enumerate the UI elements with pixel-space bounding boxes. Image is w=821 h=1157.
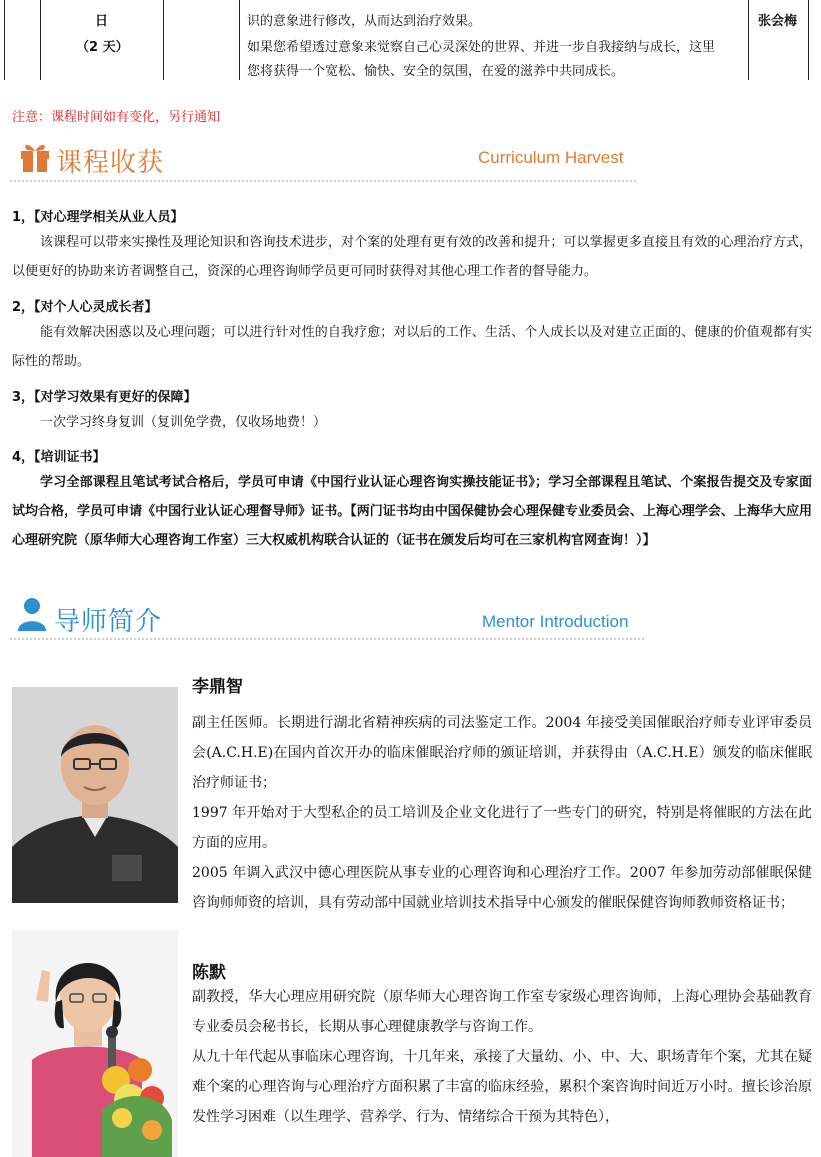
harvest-item-heading: 3，【对学习效果有更好的保障】 [12, 390, 197, 405]
mentor-section-title-en: Mentor Introduction [482, 612, 629, 631]
mentor-photo [12, 930, 178, 1157]
mentor-bio-paragraph: 2005 年调入武汉中德心理医院从事专业的心理咨询和心理治疗工作。2007 年参加劳动部催眠保健咨询师师资的培训，具有劳动部中国就业培训技术指导中心颁发的催眠保健咨询师教师资格证书； [192, 865, 812, 911]
mentor-section-title: 导师简介 [54, 607, 163, 637]
mentor-bio-paragraph: 1997 年开始对于大型私企的员工培训及企业文化进行了一些专门的研究，特别是将催眠的方法在此方面的应用。 [192, 805, 812, 851]
harvest-item-heading: 1，【对心理学相关从业人员】 [12, 210, 184, 225]
mentor-name: 陈默 [192, 963, 226, 983]
mentor-bio [192, 982, 812, 1132]
harvest-item-text: 学习全部课程且笔试考试合格后，学员可申请《中国行业认证心理咨询实操技能证书》；学习全部课程且笔试、个案报告提交及专家面试均合格，学员可申请《中国行业认证心理督导师》证书。【两门证书均由中国保健协会心理保健专业委员会、上海心理学会、上海华大应用心理研究院（原华师大心理咨询工作室）三大权威机构联合认证的（证书在颁发后均可在三家机构官网查询！）】 [12, 475, 812, 548]
harvest-item-heading: 2，【对个人心灵成长者】 [12, 300, 158, 315]
course-desc-line: 识的意象进行修改，从而达到治疗效果。 [247, 14, 482, 29]
mentor-bio [192, 708, 812, 918]
harvest-section-title-en: Curriculum Harvest [478, 148, 624, 167]
table-border [808, 0, 809, 80]
mentor-bio-paragraph: 从九十年代起从事临床心理咨询，十几年来，承接了大量幼、小、中、大、职场青年个案，尤其在疑难个案的心理咨询与心理治疗方面积累了丰富的临床经验，累积个案咨询时间近万小时。擅长诊治原发性学习困难（以生理学、营养学、行为、情绪综合干预为其特色）， [192, 1049, 812, 1125]
mentor-photo [12, 687, 178, 903]
mentor-name: 李鼎智 [192, 677, 243, 697]
table-border [4, 0, 5, 80]
course-desc-line: 您将获得一个宽松、愉快、安全的氛围，在爱的滋养中共同成长。 [247, 64, 625, 79]
mentor-bio-paragraph: 副教授，华大心理应用研究院（原华师大心理咨询工作室专家级心理咨询师，上海心理协会基础教育专业委员会秘书长，长期从事心理健康教学与咨询工作。 [192, 989, 812, 1035]
teacher-name: 张会梅 [758, 14, 798, 29]
harvest-item-heading: 4，【培训证书】 [12, 450, 106, 465]
day-label: 日 [95, 14, 109, 29]
schedule-notice: 注意：课程时间如有变化，另行通知 [12, 110, 221, 125]
table-border [239, 0, 240, 80]
harvest-item-text: 一次学习终身复训（复训免学费，仅收场地费！） [40, 415, 327, 430]
table-border [748, 0, 749, 80]
section-divider [10, 638, 644, 640]
gift-icon [18, 139, 52, 173]
table-border [163, 0, 164, 80]
table-border [40, 0, 41, 80]
schedule-table-fragment [0, 0, 821, 80]
course-desc-line: 如果您希望透过意象来觉察自己心灵深处的世界、并进一步自我接纳与成长，这里 [247, 40, 716, 55]
section-divider [10, 180, 636, 182]
duration-label: （2 天） [76, 40, 129, 55]
harvest-section-title: 课程收获 [56, 148, 165, 178]
mentor-bio-paragraph: 副主任医师。长期进行湖北省精神疾病的司法鉴定工作。2004 年接受美国催眠治疗师专业评审委员会(A.C.H.E)在国内首次开办的临床催眠治疗师的颁证培训，并获得由（A.C.H.E）颁发的临床催眠治疗师证书； [192, 715, 812, 791]
person-icon [16, 596, 48, 632]
harvest-item-text: 该课程可以带来实操性及理论知识和咨询技术进步，对个案的处理有更有效的改善和提升；可以掌握更多直接且有效的心理治疗方式，以便更好的协助来访者调整自己，资深的心理咨询师学员更可同时获得对其他心理工作者的督导能力。 [12, 235, 812, 279]
harvest-item-text: 能有效解决困惑以及心理问题；可以进行针对性的自我疗愈；对以后的工作、生活、个人成长以及对建立正面的、健康的价值观都有实际性的帮助。 [12, 325, 812, 369]
